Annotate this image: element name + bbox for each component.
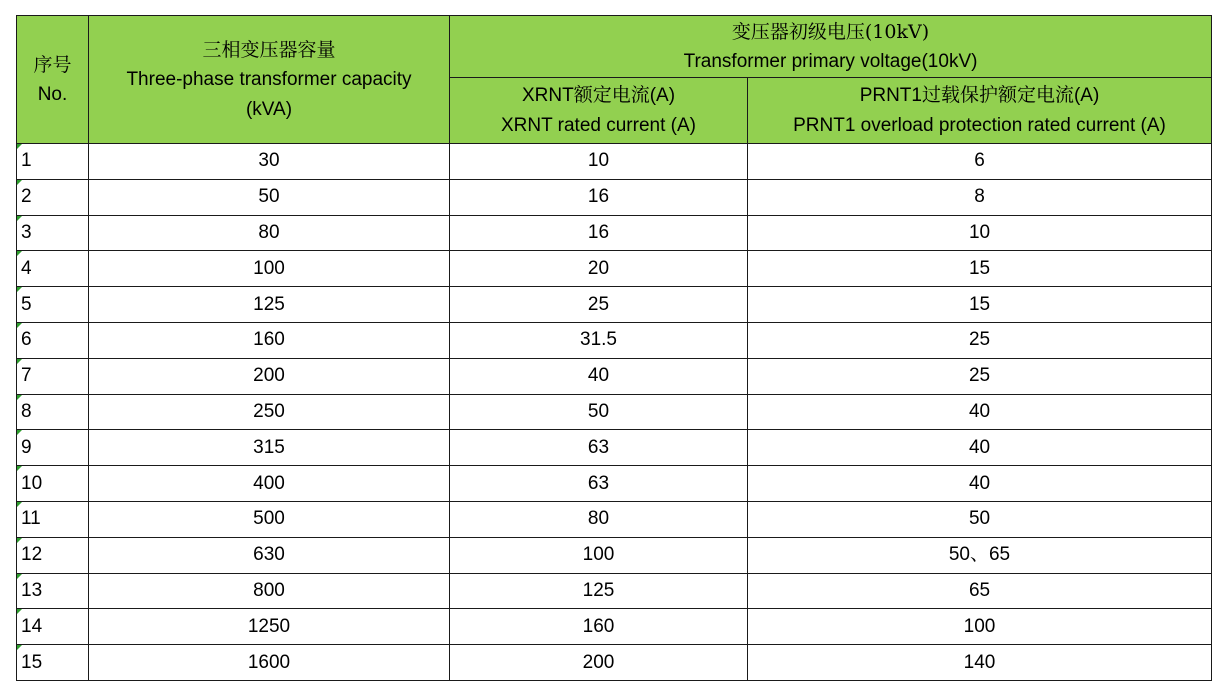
capacity-cell-value: 100 [253,257,285,279]
cell-comment-marker-icon [17,430,22,435]
prnt-current-cell-value: 50 [968,508,991,530]
header-prnt-en: PRNT1 overload protection rated current (A) [793,114,1166,136]
prnt-current-cell-value: 15 [968,293,991,315]
xrnt-current-cell-value: 100 [582,544,615,566]
capacity-cell [89,287,450,323]
row-number-cell-value: 13 [21,579,43,601]
prnt-current-cell-value: 25 [968,365,991,387]
row-number-cell [17,430,89,466]
table-row [17,394,1212,430]
xrnt-current-cell-value: 63 [587,472,610,494]
row-number-cell-value: 11 [21,508,41,530]
cell-comment-marker-icon [17,216,22,221]
table-row [17,215,1212,251]
header-primary-zh: 变压器初级电压(10kV) [731,20,930,43]
capacity-cell-value: 125 [253,293,285,315]
capacity-cell [89,394,450,430]
cell-comment-marker-icon [17,144,22,149]
xrnt-current-cell [450,215,748,251]
row-number-cell [17,322,89,358]
xrnt-current-cell [450,501,748,537]
prnt-current-cell [748,609,1212,645]
xrnt-current-cell [450,394,748,430]
xrnt-current-cell-value: 200 [582,651,615,673]
xrnt-current-cell-value: 31.5 [580,329,617,351]
capacity-cell [89,466,450,502]
row-number-cell-value: 9 [21,436,32,458]
capacity-cell-value: 250 [253,400,285,422]
cell-comment-marker-icon [17,359,22,364]
row-number-cell [17,466,89,502]
prnt-current-cell [748,501,1212,537]
fuse-rating-table [16,15,1212,681]
row-number-cell [17,645,89,681]
cell-comment-marker-icon [17,287,22,292]
prnt-current-cell [748,466,1212,502]
prnt-current-cell [748,537,1212,573]
row-number-cell [17,358,89,394]
cell-comment-marker-icon [17,574,22,579]
xrnt-current-cell [450,251,748,287]
header-xrnt [450,78,748,144]
header-capacity [89,16,450,144]
prnt-current-cell-value: 50、65 [948,544,1011,566]
prnt-current-cell-value: 40 [968,400,991,422]
cell-comment-marker-icon [17,609,22,614]
table-row [17,466,1212,502]
prnt-current-cell [748,144,1212,180]
table-row [17,573,1212,609]
row-number-cell [17,394,89,430]
cell-comment-marker-icon [17,323,22,328]
row-number-cell-value: 10 [21,472,43,494]
capacity-cell-value: 500 [253,508,285,530]
header-xrnt-zh: XRNT额定电流(A) [521,84,676,106]
row-number-cell-value: 8 [21,400,32,422]
capacity-cell-value: 630 [253,544,285,566]
cell-comment-marker-icon [17,395,22,400]
capacity-cell-value: 50 [258,186,280,208]
capacity-cell-value: 30 [258,150,280,172]
prnt-current-cell [748,573,1212,609]
xrnt-current-cell-value: 160 [582,615,615,637]
capacity-cell [89,358,450,394]
prnt-current-cell [748,179,1212,215]
row-number-cell [17,537,89,573]
capacity-cell [89,573,450,609]
prnt-current-cell [748,645,1212,681]
prnt-current-cell [748,430,1212,466]
capacity-cell-value: 80 [258,221,280,243]
row-number-cell-value: 14 [21,615,43,637]
row-number-cell [17,215,89,251]
capacity-cell-value: 800 [253,579,285,601]
xrnt-current-cell-value: 10 [587,150,610,172]
prnt-current-cell-value: 10 [968,221,991,243]
xrnt-current-cell-value: 16 [587,186,610,208]
cell-comment-marker-icon [17,466,22,471]
cell-comment-marker-icon [17,502,22,507]
prnt-current-cell-value: 65 [968,579,991,601]
row-number-cell [17,144,89,180]
xrnt-current-cell [450,144,748,180]
xrnt-current-cell [450,466,748,502]
xrnt-current-cell-value: 125 [582,579,615,601]
row-number-cell-value: 12 [21,544,43,566]
header-primary-voltage [450,16,1212,78]
header-primary-en: Transformer primary voltage(10kV) [683,50,978,72]
table-row [17,251,1212,287]
row-number-cell [17,609,89,645]
xrnt-current-cell-value: 63 [587,436,610,458]
cell-comment-marker-icon [17,538,22,543]
table-row [17,430,1212,466]
header-prnt [748,78,1212,144]
capacity-cell [89,322,450,358]
capacity-cell-value: 1600 [247,651,291,673]
table-row [17,609,1212,645]
cell-comment-marker-icon [17,251,22,256]
xrnt-current-cell [450,322,748,358]
table-row [17,144,1212,180]
table-body [17,144,1212,681]
row-number-cell-value: 4 [21,257,32,279]
header-capacity-unit: (kVA) [245,98,293,120]
capacity-cell [89,645,450,681]
header-no-en: No. [37,83,68,105]
xrnt-current-cell [450,430,748,466]
prnt-current-cell-value: 15 [968,257,991,279]
prnt-current-cell [748,287,1212,323]
prnt-current-cell-value: 25 [968,329,991,351]
row-number-cell [17,179,89,215]
capacity-cell-value: 200 [253,365,285,387]
table-row [17,358,1212,394]
capacity-cell-value: 315 [253,436,285,458]
capacity-cell-value: 1250 [247,615,291,637]
row-number-cell-value: 2 [21,186,32,208]
capacity-cell [89,501,450,537]
row-number-cell [17,287,89,323]
xrnt-current-cell [450,573,748,609]
header-no-zh: 序号 [33,53,72,76]
row-number-cell-value: 5 [21,293,32,315]
table-row [17,645,1212,681]
capacity-cell-value: 400 [253,472,285,494]
capacity-cell-value: 160 [253,329,285,351]
prnt-current-cell [748,322,1212,358]
capacity-cell [89,179,450,215]
xrnt-current-cell-value: 20 [587,257,610,279]
row-number-cell-value: 1 [21,150,32,172]
prnt-current-cell [748,358,1212,394]
header-prnt-zh: PRNT1过载保护额定电流(A) [859,84,1100,106]
row-number-cell [17,251,89,287]
xrnt-current-cell [450,179,748,215]
prnt-current-cell [748,215,1212,251]
prnt-current-cell-value: 40 [968,472,991,494]
capacity-cell [89,430,450,466]
prnt-current-cell-value: 6 [974,150,985,172]
prnt-current-cell-value: 40 [968,436,991,458]
xrnt-current-cell [450,287,748,323]
capacity-cell [89,215,450,251]
prnt-current-cell-value: 8 [974,186,985,208]
xrnt-current-cell [450,358,748,394]
xrnt-current-cell-value: 80 [587,508,610,530]
table-row [17,537,1212,573]
cell-comment-marker-icon [17,645,22,650]
prnt-current-cell-value: 100 [963,615,996,637]
prnt-current-cell-value: 140 [963,651,996,673]
header-capacity-zh: 三相变压器容量 [202,38,336,61]
xrnt-current-cell [450,537,748,573]
xrnt-current-cell-value: 25 [587,293,610,315]
capacity-cell [89,609,450,645]
table-row [17,322,1212,358]
capacity-cell [89,251,450,287]
cell-comment-marker-icon [17,180,22,185]
prnt-current-cell [748,251,1212,287]
row-number-cell-value: 7 [21,365,32,387]
row-number-cell [17,573,89,609]
table-row [17,287,1212,323]
prnt-current-cell [748,394,1212,430]
xrnt-current-cell-value: 50 [587,400,610,422]
table-row [17,179,1212,215]
xrnt-current-cell [450,645,748,681]
row-number-cell-value: 6 [21,329,32,351]
table-row [17,501,1212,537]
xrnt-current-cell-value: 16 [587,221,610,243]
table-header [17,16,1212,144]
xrnt-current-cell-value: 40 [587,365,610,387]
row-number-cell-value: 3 [21,221,32,243]
header-capacity-en: Three-phase transformer capacity [126,68,412,90]
header-xrnt-en: XRNT rated current (A) [501,114,696,136]
row-number-cell-value: 15 [21,651,43,673]
header-no [17,16,89,144]
xrnt-current-cell [450,609,748,645]
capacity-cell [89,537,450,573]
row-number-cell [17,501,89,537]
capacity-cell [89,144,450,180]
